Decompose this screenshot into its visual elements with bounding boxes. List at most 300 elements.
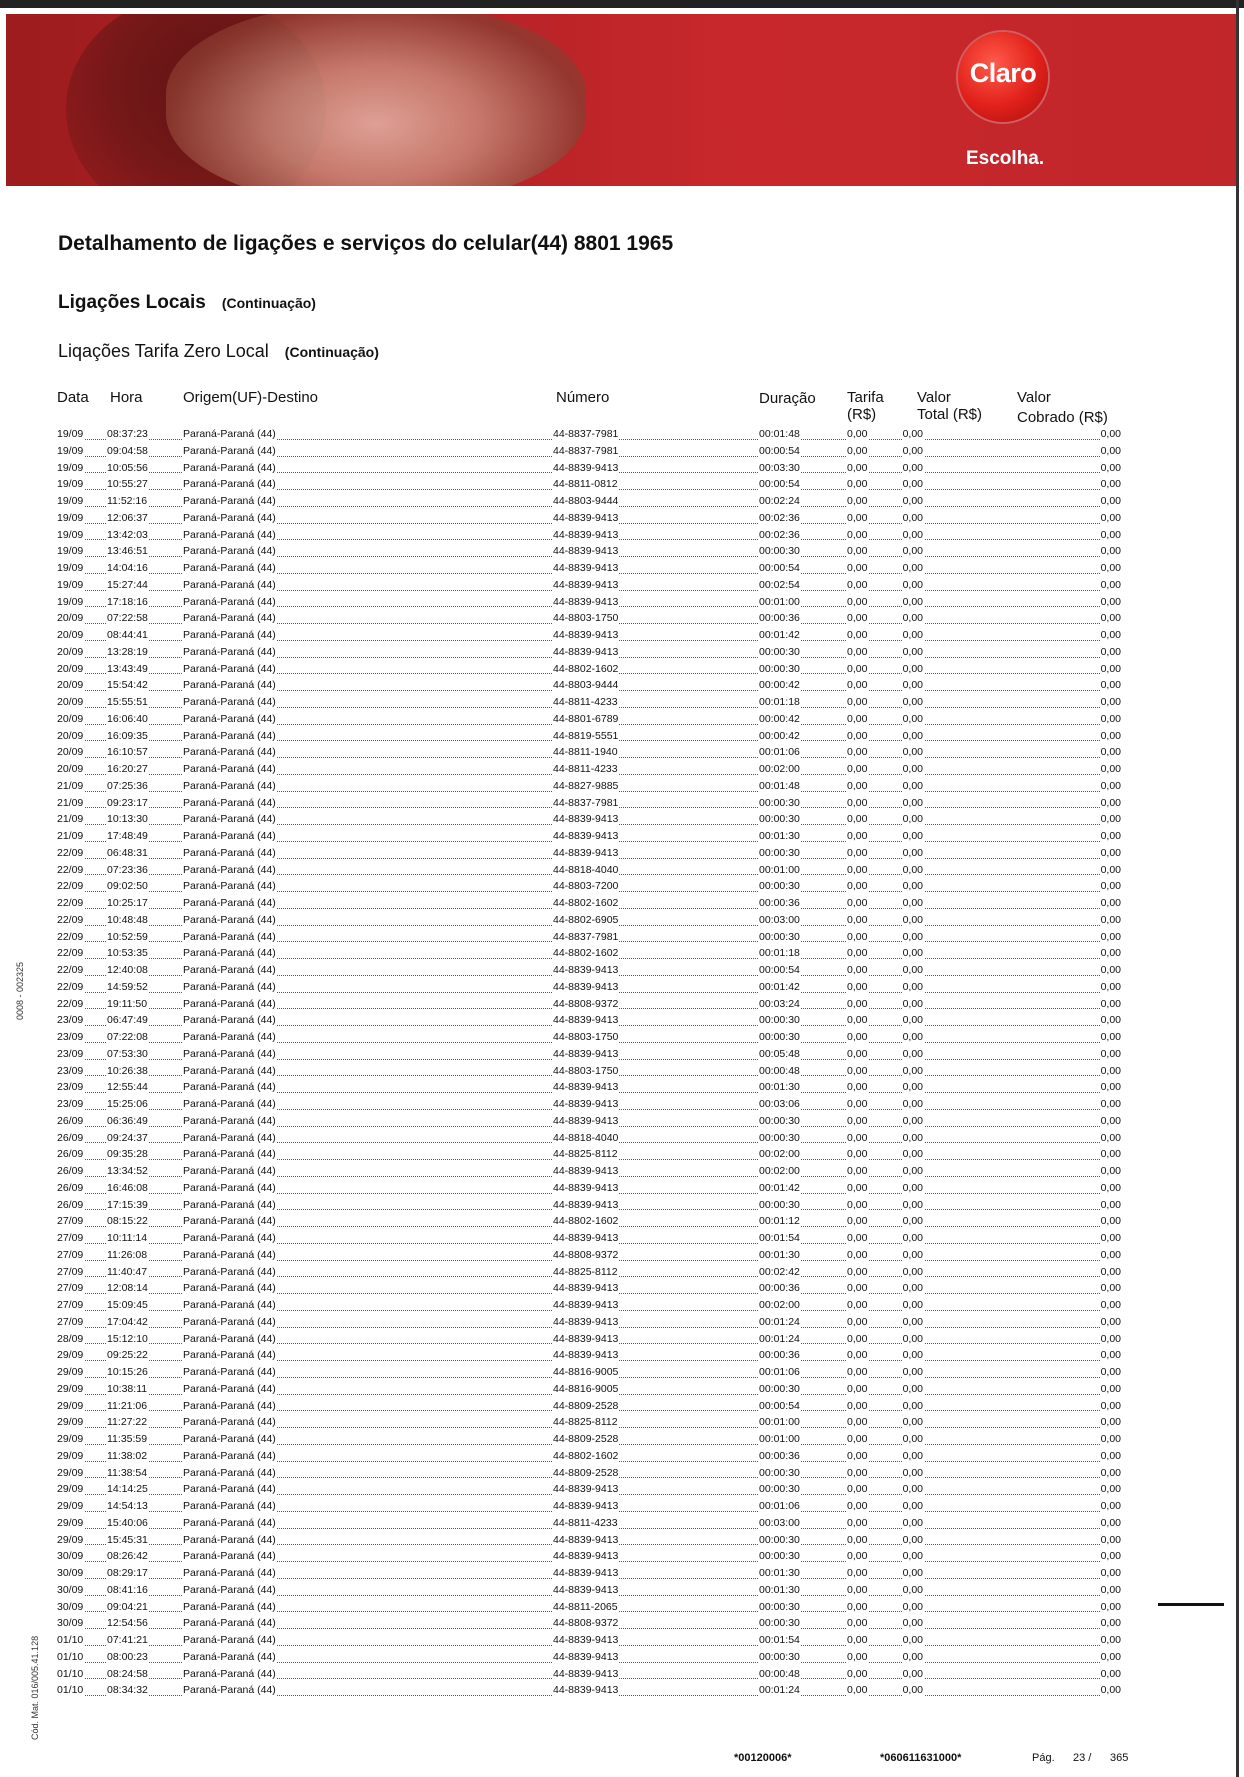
cell-numero: 44-8839-9413 — [553, 595, 619, 608]
cell-data: 29/09 — [57, 1483, 84, 1496]
cell-numero: 44-8811-0812 — [553, 478, 618, 491]
cell-numero: 44-8803-1750 — [553, 1031, 619, 1043]
cell-valor-total: 0,00 — [902, 964, 923, 976]
cell-duracao: 00:00:30 — [759, 1198, 800, 1211]
cell-hora: 09:02:50 — [107, 880, 148, 893]
cell-tarifa: 0,00 — [847, 980, 868, 993]
cell-origem: Paraná-Paraná (44) — [183, 1165, 276, 1177]
table-row — [56, 728, 1122, 745]
cell-data: 27/09 — [57, 1315, 84, 1328]
table-row — [56, 1682, 1122, 1699]
cell-data: 20/09 — [57, 662, 84, 675]
cell-data: 23/09 — [57, 1064, 84, 1077]
cell-tarifa: 0,00 — [847, 511, 868, 524]
cell-data: 22/09 — [57, 964, 84, 976]
table-row — [56, 1331, 1122, 1348]
cell-numero: 44-8816-9005 — [553, 1382, 619, 1395]
cell-tarifa: 0,00 — [847, 578, 868, 591]
cell-tarifa: 0,00 — [847, 1483, 868, 1496]
table-row — [56, 594, 1122, 611]
cell-numero: 44-8839-9413 — [553, 645, 619, 658]
table-row — [56, 1130, 1122, 1147]
cell-hora: 13:43:49 — [107, 662, 148, 675]
cell-data: 26/09 — [57, 1114, 84, 1127]
cell-tarifa: 0,00 — [847, 1399, 868, 1412]
cell-tarifa: 0,00 — [847, 913, 868, 926]
cell-duracao: 00:00:30 — [759, 1533, 800, 1546]
cell-duracao: 00:03:06 — [759, 1098, 800, 1110]
cell-duracao: 00:01:24 — [759, 1315, 800, 1328]
table-row — [56, 661, 1122, 678]
logo-text: Claro — [969, 58, 1037, 88]
cell-hora: 15:45:31 — [107, 1533, 148, 1546]
cell-numero: 44-8839-9413 — [553, 629, 619, 641]
cell-data: 29/09 — [57, 1349, 84, 1362]
cell-tarifa: 0,00 — [847, 1014, 868, 1027]
cell-numero: 44-8839-9413 — [553, 1483, 619, 1496]
cell-origem: Paraná-Paraná (44) — [183, 1315, 276, 1328]
cell-valor-cobrado: 0,00 — [1100, 796, 1121, 809]
cell-numero: 44-8839-9413 — [553, 1315, 619, 1328]
cell-tarifa: 0,00 — [847, 813, 868, 826]
cell-numero: 44-8818-4040 — [553, 1131, 619, 1144]
cell-duracao: 00:00:30 — [759, 1483, 800, 1496]
cell-duracao: 00:01:00 — [759, 1416, 800, 1429]
cell-duracao: 00:05:48 — [759, 1047, 800, 1060]
cell-data: 19/09 — [57, 562, 84, 574]
cell-hora: 15:12:10 — [107, 1332, 148, 1345]
cell-data: 22/09 — [57, 897, 84, 909]
cell-valor-total: 0,00 — [902, 1299, 923, 1311]
cell-tarifa: 0,00 — [847, 1131, 868, 1144]
cell-duracao: 00:02:36 — [759, 511, 800, 524]
cell-valor-cobrado: 0,00 — [1100, 779, 1121, 792]
cell-tarifa: 0,00 — [847, 1466, 868, 1479]
side-code-top: 0008 - 002325 — [15, 961, 25, 1020]
cell-duracao: 00:02:00 — [759, 1148, 800, 1161]
cell-duracao: 00:01:48 — [759, 779, 800, 792]
cell-duracao: 00:01:18 — [759, 947, 800, 960]
cell-hora: 14:54:13 — [107, 1500, 148, 1512]
cell-hora: 06:36:49 — [107, 1114, 148, 1127]
cell-hora: 12:40:08 — [107, 964, 148, 976]
cell-tarifa: 0,00 — [847, 696, 868, 708]
cell-origem: Paraná-Paraná (44) — [183, 779, 276, 792]
cell-hora: 13:28:19 — [107, 645, 148, 658]
subsection-continuation: (Continuação) — [284, 344, 379, 360]
cell-duracao: 00:00:54 — [759, 444, 800, 457]
cell-valor-cobrado: 0,00 — [1100, 712, 1121, 725]
table-row — [56, 493, 1122, 510]
cell-origem: Paraná-Paraná (44) — [183, 511, 276, 524]
cell-valor-cobrado: 0,00 — [1100, 930, 1121, 943]
cell-data: 30/09 — [57, 1567, 84, 1579]
cell-data: 22/09 — [57, 997, 84, 1010]
table-row — [56, 677, 1122, 694]
table-row — [56, 1046, 1122, 1063]
cell-origem: Paraná-Paraná (44) — [183, 830, 276, 842]
cell-data: 29/09 — [57, 1449, 84, 1462]
cell-origem: Paraná-Paraná (44) — [183, 1098, 276, 1110]
cell-valor-total: 0,00 — [902, 746, 923, 759]
margin-mark — [1158, 1603, 1224, 1606]
cell-hora: 07:41:21 — [107, 1634, 148, 1646]
cell-numero: 44-8811-4233 — [553, 763, 618, 775]
cell-numero: 44-8839-9413 — [553, 830, 619, 842]
cell-numero: 44-8839-9413 — [553, 1634, 619, 1646]
cell-numero: 44-8837-7981 — [553, 428, 619, 440]
cell-duracao: 00:01:54 — [759, 1634, 800, 1646]
col-header-data: Data — [57, 389, 89, 406]
table-row — [56, 1347, 1122, 1364]
table-row — [56, 828, 1122, 845]
table-row — [56, 560, 1122, 577]
cell-tarifa: 0,00 — [847, 1366, 868, 1378]
cell-valor-total: 0,00 — [902, 645, 923, 658]
cell-valor-cobrado: 0,00 — [1100, 1433, 1121, 1445]
cell-duracao: 00:00:30 — [759, 846, 800, 859]
cell-valor-cobrado: 0,00 — [1100, 562, 1121, 574]
cell-origem: Paraná-Paraná (44) — [183, 712, 276, 725]
cell-duracao: 00:00:30 — [759, 880, 800, 893]
cell-duracao: 00:01:30 — [759, 1081, 800, 1094]
cell-duracao: 00:00:54 — [759, 964, 800, 976]
cell-numero: 44-8839-9413 — [553, 980, 619, 993]
cell-numero: 44-8827-9885 — [553, 779, 619, 792]
cell-valor-cobrado: 0,00 — [1100, 964, 1121, 976]
table-row — [56, 460, 1122, 477]
cell-data: 21/09 — [57, 796, 84, 809]
cell-numero: 44-8837-7981 — [553, 930, 619, 943]
cell-tarifa: 0,00 — [847, 1583, 868, 1596]
table-row — [56, 1448, 1122, 1465]
table-row — [56, 845, 1122, 862]
cell-numero: 44-8808-9372 — [553, 1248, 619, 1261]
subsection-heading — [58, 341, 379, 362]
cell-data: 19/09 — [57, 461, 84, 474]
cell-origem: Paraná-Paraná (44) — [183, 746, 276, 759]
cell-hora: 09:25:22 — [107, 1349, 148, 1362]
cell-duracao: 00:00:42 — [759, 712, 800, 725]
cell-numero: 44-8839-9413 — [553, 1500, 619, 1512]
cell-tarifa: 0,00 — [847, 1617, 868, 1630]
cell-origem: Paraná-Paraná (44) — [183, 629, 276, 641]
cell-tarifa: 0,00 — [847, 746, 868, 759]
cell-tarifa: 0,00 — [847, 629, 868, 641]
cell-duracao: 00:01:00 — [759, 595, 800, 608]
cell-numero: 44-8809-2528 — [553, 1466, 619, 1479]
cell-tarifa: 0,00 — [847, 1031, 868, 1043]
header-banner — [6, 14, 1236, 186]
cell-duracao: 00:00:30 — [759, 1131, 800, 1144]
cell-valor-cobrado: 0,00 — [1100, 545, 1121, 558]
cell-tarifa: 0,00 — [847, 1198, 868, 1211]
cell-numero: 44-8839-9413 — [553, 578, 619, 591]
cell-data: 01/10 — [57, 1684, 84, 1697]
cell-hora: 10:25:17 — [107, 897, 148, 909]
cell-tarifa: 0,00 — [847, 679, 868, 692]
cell-valor-cobrado: 0,00 — [1100, 863, 1121, 876]
cell-valor-total: 0,00 — [902, 679, 923, 692]
page-title: Detalhamento de ligações e serviços do celular(44) 8801 1965 — [58, 232, 674, 255]
col-header-valor-total-2: Total (R$) — [917, 406, 983, 423]
cell-valor-cobrado: 0,00 — [1100, 444, 1121, 457]
table-row — [56, 426, 1122, 443]
cell-duracao: 00:00:36 — [759, 1282, 800, 1295]
cell-data: 29/09 — [57, 1399, 84, 1412]
table-row — [56, 1666, 1122, 1683]
cell-valor-cobrado: 0,00 — [1100, 746, 1121, 759]
cell-duracao: 00:00:42 — [759, 679, 800, 692]
cell-duracao: 00:01:42 — [759, 1181, 800, 1194]
cell-valor-cobrado: 0,00 — [1100, 461, 1121, 474]
cell-hora: 15:27:44 — [107, 578, 148, 591]
cell-valor-cobrado: 0,00 — [1100, 662, 1121, 675]
cell-duracao: 00:01:42 — [759, 629, 800, 641]
footer-code-2: *060611631000* — [880, 1752, 962, 1764]
cell-data: 26/09 — [57, 1148, 84, 1161]
table-row — [56, 1163, 1122, 1180]
cell-tarifa: 0,00 — [847, 1634, 868, 1646]
cell-valor-total: 0,00 — [902, 1516, 923, 1529]
cell-numero: 44-8803-9444 — [553, 495, 619, 507]
cell-data: 22/09 — [57, 930, 84, 943]
cell-tarifa: 0,00 — [847, 1433, 868, 1445]
cell-origem: Paraná-Paraná (44) — [183, 1550, 276, 1563]
cell-origem: Paraná-Paraná (44) — [183, 1114, 276, 1127]
cell-valor-cobrado: 0,00 — [1100, 478, 1121, 491]
cell-duracao: 00:00:30 — [759, 1014, 800, 1027]
cell-hora: 09:35:28 — [107, 1148, 148, 1161]
top-rule — [0, 0, 1244, 8]
cell-hora: 11:26:08 — [107, 1248, 148, 1261]
table-row — [56, 1414, 1122, 1431]
cell-hora: 17:18:16 — [107, 595, 148, 608]
cell-valor-total: 0,00 — [902, 578, 923, 591]
cell-tarifa: 0,00 — [847, 461, 868, 474]
cell-numero: 44-8808-9372 — [553, 1617, 619, 1630]
cell-valor-total: 0,00 — [902, 729, 923, 742]
cell-numero: 44-8839-9413 — [553, 511, 619, 524]
cell-hora: 16:10:57 — [107, 746, 148, 759]
page-label: Pág. — [1032, 1752, 1055, 1764]
cell-hora: 09:24:37 — [107, 1131, 148, 1144]
cell-origem: Paraná-Paraná (44) — [183, 813, 276, 826]
cell-data: 29/09 — [57, 1416, 84, 1429]
cell-tarifa: 0,00 — [847, 897, 868, 909]
cell-data: 30/09 — [57, 1617, 84, 1630]
cell-valor-total: 0,00 — [902, 796, 923, 809]
table-row — [56, 527, 1122, 544]
table-row — [56, 1632, 1122, 1649]
cell-tarifa: 0,00 — [847, 1064, 868, 1077]
cell-numero: 44-8809-2528 — [553, 1399, 619, 1412]
cell-numero: 44-8802-1602 — [553, 947, 619, 960]
cell-valor-cobrado: 0,00 — [1100, 645, 1121, 658]
cell-valor-total: 0,00 — [902, 930, 923, 943]
cell-valor-total: 0,00 — [902, 1466, 923, 1479]
cell-origem: Paraná-Paraná (44) — [183, 1433, 276, 1445]
cell-duracao: 00:00:54 — [759, 562, 800, 574]
cell-numero: 44-8811-1940 — [553, 746, 618, 759]
cell-hora: 11:52:16 — [107, 495, 148, 507]
cell-valor-total: 0,00 — [902, 1248, 923, 1261]
cell-tarifa: 0,00 — [847, 545, 868, 558]
cell-valor-total: 0,00 — [902, 813, 923, 826]
table-row — [56, 577, 1122, 594]
cell-valor-cobrado: 0,00 — [1100, 913, 1121, 926]
cell-hora: 10:52:59 — [107, 930, 148, 943]
cell-origem: Paraná-Paraná (44) — [183, 595, 276, 608]
cell-tarifa: 0,00 — [847, 1500, 868, 1512]
cell-origem: Paraná-Paraná (44) — [183, 897, 276, 909]
cell-tarifa: 0,00 — [847, 662, 868, 675]
cell-data: 19/09 — [57, 528, 84, 541]
cell-duracao: 00:00:36 — [759, 1449, 800, 1462]
cell-valor-cobrado: 0,00 — [1100, 428, 1121, 440]
page-total: 365 — [1110, 1752, 1129, 1764]
cell-duracao: 00:00:36 — [759, 1349, 800, 1362]
table-row — [56, 1615, 1122, 1632]
cell-origem: Paraná-Paraná (44) — [183, 1600, 276, 1613]
cell-duracao: 00:00:36 — [759, 897, 800, 909]
cell-valor-cobrado: 0,00 — [1100, 578, 1121, 591]
cell-hora: 07:22:08 — [107, 1031, 148, 1043]
cell-data: 26/09 — [57, 1181, 84, 1194]
cell-valor-cobrado: 0,00 — [1100, 595, 1121, 608]
cell-data: 29/09 — [57, 1516, 84, 1529]
cell-valor-total: 0,00 — [902, 997, 923, 1010]
table-row — [56, 1113, 1122, 1130]
cell-valor-total: 0,00 — [902, 1433, 923, 1445]
cell-numero: 44-8803-9444 — [553, 679, 619, 692]
cell-numero: 44-8839-9413 — [553, 1583, 619, 1596]
cell-numero: 44-8839-9413 — [553, 1667, 619, 1680]
cell-data: 20/09 — [57, 696, 84, 708]
cell-numero: 44-8839-9413 — [553, 1349, 619, 1362]
cell-duracao: 00:01:06 — [759, 1366, 800, 1378]
table-row — [56, 1431, 1122, 1448]
cell-data: 19/09 — [57, 428, 84, 440]
cell-valor-total: 0,00 — [902, 696, 923, 708]
cell-valor-total: 0,00 — [902, 1148, 923, 1161]
cell-duracao: 00:00:48 — [759, 1667, 800, 1680]
cell-duracao: 00:01:30 — [759, 1583, 800, 1596]
col-header-tarifa: Tarifa — [847, 389, 884, 406]
cell-data: 29/09 — [57, 1382, 84, 1395]
cell-numero: 44-8811-4233 — [553, 1516, 618, 1529]
cell-origem: Paraná-Paraná (44) — [183, 1483, 276, 1496]
cell-hora: 17:15:39 — [107, 1198, 148, 1211]
cell-numero: 44-8839-9413 — [553, 1114, 619, 1127]
cell-valor-total: 0,00 — [902, 1315, 923, 1328]
cell-hora: 11:40:47 — [107, 1265, 148, 1278]
cell-origem: Paraná-Paraná (44) — [183, 880, 276, 893]
cell-origem: Paraná-Paraná (44) — [183, 1232, 276, 1244]
cell-valor-cobrado: 0,00 — [1100, 1198, 1121, 1211]
cell-tarifa: 0,00 — [847, 645, 868, 658]
cell-valor-cobrado: 0,00 — [1100, 1483, 1121, 1496]
cell-origem: Paraná-Paraná (44) — [183, 578, 276, 591]
cell-valor-cobrado: 0,00 — [1100, 1399, 1121, 1412]
cell-tarifa: 0,00 — [847, 930, 868, 943]
table-row — [56, 1197, 1122, 1214]
cell-numero: 44-8837-7981 — [553, 796, 619, 809]
table-row — [56, 711, 1122, 728]
cell-tarifa: 0,00 — [847, 729, 868, 742]
cell-valor-cobrado: 0,00 — [1100, 1650, 1121, 1663]
cell-tarifa: 0,00 — [847, 846, 868, 859]
cell-hora: 14:59:52 — [107, 980, 148, 993]
cell-data: 30/09 — [57, 1600, 84, 1613]
table-row — [56, 945, 1122, 962]
cell-data: 20/09 — [57, 679, 84, 692]
cell-valor-cobrado: 0,00 — [1100, 1181, 1121, 1194]
cell-valor-total: 0,00 — [902, 712, 923, 725]
cell-valor-cobrado: 0,00 — [1100, 813, 1121, 826]
cell-valor-cobrado: 0,00 — [1100, 1315, 1121, 1328]
cell-valor-total: 0,00 — [902, 1382, 923, 1395]
cell-duracao: 00:02:42 — [759, 1265, 800, 1278]
cell-data: 26/09 — [57, 1165, 84, 1177]
cell-valor-cobrado: 0,00 — [1100, 1449, 1121, 1462]
cell-valor-cobrado: 0,00 — [1100, 1583, 1121, 1596]
cell-numero: 44-8839-9413 — [553, 813, 619, 826]
cell-duracao: 00:00:30 — [759, 796, 800, 809]
cell-numero: 44-8802-6905 — [553, 913, 619, 926]
cell-hora: 12:06:37 — [107, 511, 148, 524]
cell-numero: 44-8839-9413 — [553, 964, 619, 976]
cell-valor-cobrado: 0,00 — [1100, 1165, 1121, 1177]
cell-origem: Paraná-Paraná (44) — [183, 729, 276, 742]
cell-tarifa: 0,00 — [847, 1047, 868, 1060]
cell-valor-cobrado: 0,00 — [1100, 846, 1121, 859]
cell-origem: Paraná-Paraná (44) — [183, 1181, 276, 1194]
cell-valor-cobrado: 0,00 — [1100, 1516, 1121, 1529]
cell-origem: Paraná-Paraná (44) — [183, 1349, 276, 1362]
table-row — [56, 1599, 1122, 1616]
cell-hora: 14:04:16 — [107, 562, 148, 574]
cell-duracao: 00:00:54 — [759, 478, 800, 491]
cell-origem: Paraná-Paraná (44) — [183, 980, 276, 993]
cell-valor-total: 0,00 — [902, 1131, 923, 1144]
scan-edge — [1236, 0, 1239, 1777]
cell-tarifa: 0,00 — [847, 495, 868, 507]
cell-valor-total: 0,00 — [902, 779, 923, 792]
cell-hora: 06:47:49 — [107, 1014, 148, 1027]
table-row — [56, 1079, 1122, 1096]
cell-numero: 44-8803-1750 — [553, 1064, 619, 1077]
cell-valor-cobrado: 0,00 — [1100, 1047, 1121, 1060]
cell-valor-total: 0,00 — [902, 1634, 923, 1646]
cell-duracao: 00:00:30 — [759, 813, 800, 826]
cell-tarifa: 0,00 — [847, 1081, 868, 1094]
cell-data: 23/09 — [57, 1031, 84, 1043]
cell-valor-total: 0,00 — [902, 1098, 923, 1110]
cell-data: 21/09 — [57, 830, 84, 842]
cell-hora: 17:48:49 — [107, 830, 148, 842]
cell-duracao: 00:01:30 — [759, 1248, 800, 1261]
table-row — [56, 1264, 1122, 1281]
table-row — [56, 979, 1122, 996]
cell-origem: Paraná-Paraná (44) — [183, 1416, 276, 1429]
cell-numero: 44-8839-9413 — [553, 528, 619, 541]
cell-data: 22/09 — [57, 913, 84, 926]
table-row — [56, 543, 1122, 560]
cell-numero: 44-8839-9413 — [553, 562, 619, 574]
cell-numero: 44-8839-9413 — [553, 1282, 619, 1295]
cell-hora: 10:13:30 — [107, 813, 148, 826]
